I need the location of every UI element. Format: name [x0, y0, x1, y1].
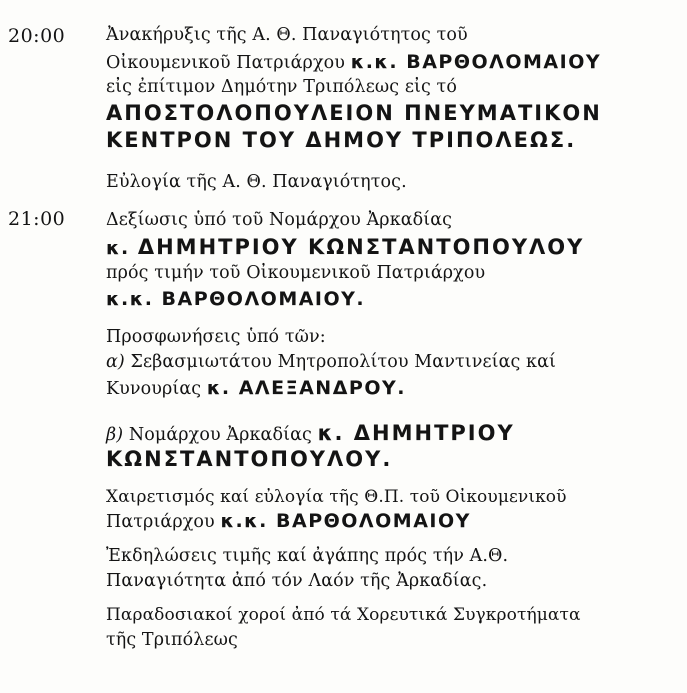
text: Οἰκουμενικοῦ Πατριάρχου — [106, 53, 351, 73]
time-2100: 21:00 — [8, 208, 66, 230]
event-line — [106, 571, 487, 591]
center-name: ΚΕΝΤΡΟΝ ΤΟΥ ΔΗΜΟΥ ΤΡΙΠΟΛΕΩΣ. — [106, 128, 577, 152]
event-line — [106, 630, 238, 650]
event-line — [106, 210, 452, 230]
event-line — [106, 25, 468, 45]
patriarch-name: κ.κ. ΒΑΡΘΟΛΟΜΑΙΟΥ. — [106, 288, 366, 310]
event-line — [106, 51, 601, 73]
event-line — [106, 288, 365, 310]
text: Πατριάρχου — [106, 512, 221, 532]
event-line — [106, 172, 407, 192]
prefect-name: κ. ΔΗΜΗΤΡΙΟΥ — [317, 421, 515, 445]
text: Ἐκδηλώσεις τιμῆς καί ἀγάπης πρός τήν Α.Θ. — [106, 546, 509, 566]
text: κ. — [106, 237, 138, 259]
text: Παναγιότητα ἀπό τόν Λαόν τῆς Ἀρκαδίας. — [106, 571, 488, 591]
time-2000: 20:00 — [8, 25, 66, 47]
event-line — [106, 421, 515, 445]
prefect-name: ΚΩΝΣΤΑΝΤΟΠΟΥΛΟΥ. — [106, 447, 393, 471]
patriarch-name: κ.κ. ΒΑΡΘΟΛΟΜΑΙΟΥ — [220, 510, 471, 532]
text: Παραδοσιακοί χοροί ἀπό τά Χορευτικά Συγκροτήματα — [106, 605, 581, 625]
event-line — [106, 510, 471, 532]
event-line — [106, 77, 457, 97]
text: πρός τιμήν τοῦ Οἰκουμενικοῦ Πατριάρχου — [106, 263, 486, 283]
text: Δεξίωσις ὑπό τοῦ Νομάρχου Ἀρκαδίας — [106, 210, 453, 230]
text: Σεβασμιωτάτου Μητροπολίτου Μαντινείας καί — [124, 352, 556, 372]
event-line — [106, 263, 485, 283]
text: Χαιρετισμός καί εὐλογία τῆς Θ.Π. τοῦ Οἰκουμενικοῦ — [106, 487, 567, 507]
center-name: ΑΠΟΣΤΟΛΟΠΟΥΛΕΙΟΝ ΠΝΕΥΜΑΤΙΚΟΝ — [106, 101, 602, 125]
text: Κυνουρίας — [106, 379, 207, 399]
text: τῆς Τριπόλεως — [106, 630, 238, 650]
event-line — [106, 352, 556, 372]
patriarch-name: κ.κ. ΒΑΡΘΟΛΟΜΑΙΟΥ — [350, 51, 602, 73]
text: Προσφωνήσεις ὑπό τῶν: — [106, 327, 326, 347]
event-line — [106, 605, 581, 625]
event-line — [106, 447, 392, 471]
item-marker: α) — [106, 352, 125, 372]
event-line — [106, 128, 576, 152]
event-line — [106, 101, 602, 125]
event-line — [106, 487, 567, 507]
event-line — [106, 377, 406, 399]
text: Εὐλογία τῆς Α. Θ. Παναγιότητος. — [106, 172, 407, 192]
text: Νομάρχου Ἀρκαδίας — [123, 425, 318, 445]
text: εἰς ἐπίτιμον Δημότην Τριπόλεως εἰς τό — [106, 77, 457, 97]
event-line — [106, 546, 508, 566]
prefect-name: ΔΗΜΗΤΡΙΟΥ ΚΩΝΣΤΑΝΤΟΠΟΥΛΟΥ — [137, 235, 585, 259]
text: Ἀνακήρυξις τῆς Α. Θ. Παναγιότητος τοῦ — [106, 25, 468, 45]
event-line — [106, 235, 584, 259]
metropolitan-name: κ. ΑΛΕΞΑΝΔΡΟΥ. — [206, 377, 406, 399]
event-line — [106, 327, 326, 347]
item-marker: β) — [106, 425, 124, 445]
